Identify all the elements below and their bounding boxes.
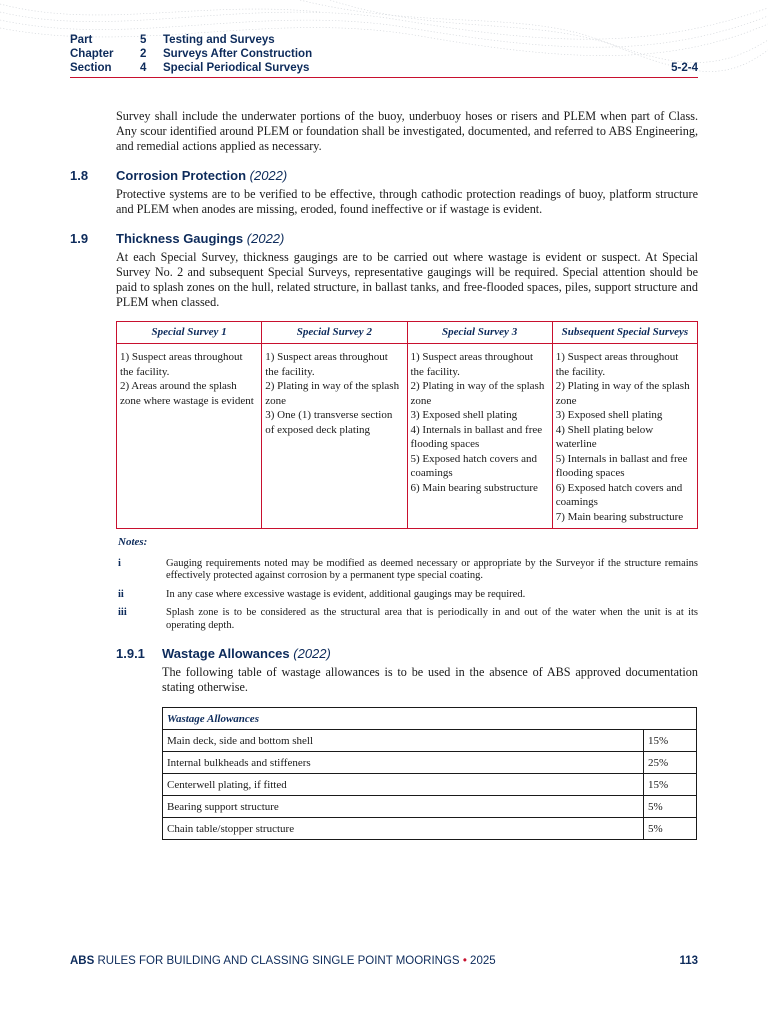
intro-paragraph: Survey shall include the underwater portions of the buoy, underbuoy hoses or risers and PLEM when part of Class. Any scour identified around PLEM or foundation shall be investigated, documented, and referred to ABS Engineering, and remedial actions applied as necessary. [116,109,698,153]
note-item [118,607,698,632]
section-1-9 [70,231,698,310]
list-item: 3) One (1) transverse section of exposed deck plating [265,409,393,436]
table-title: Wastage Allowances [163,708,697,730]
table-header: Subsequent Special Surveys [552,322,697,344]
footer-document-title: RULES FOR BUILDING AND CLASSING SINGLE POINT MOORINGS [97,955,460,967]
list-item: 2) Plating in way of the splash zone [555,380,690,407]
header-label: Chapter [70,48,114,60]
table-cell-value: 5% [644,796,697,818]
wastage-allowances-table [162,707,697,840]
table-cell-item: Main deck, side and bottom shell [163,730,644,752]
list-item: 1) Suspect areas throughout the facility. [410,351,533,378]
footer-year: 2025 [470,955,496,967]
notes-block [118,536,698,632]
list-item: 1) Suspect areas throughout the facility. [555,351,679,378]
table-row [163,752,697,774]
note-number: ii [118,588,124,600]
table-cell-value: 15% [644,730,697,752]
note-text: Splash zone is to be considered as the structural area that is periodically in and out of the water when the unit is at its operating depth. [166,607,698,631]
header-row-section [70,61,698,75]
note-number: iii [118,607,127,618]
notes-title: Notes: [118,536,148,548]
list-item: 3) Exposed shell plating [410,409,518,421]
section-text: At each Special Survey, thickness gaugings are to be carried out where wastage is evident or suspect. At Special Survey No. 2 and subsequent Special Surveys, representative gaugings will be required. Special attention should be paid to splash zones on the hull, related structure, in ballast tanks, and free-flooded spaces, piles, support structure and PLEM when classed. [116,250,698,309]
survey-gauging-table [116,321,698,529]
header-row-part [70,33,698,47]
table-row [163,774,697,796]
table-cell-survey-2 [262,344,407,529]
table-row [163,818,697,840]
table-cell-value: 15% [644,774,697,796]
section-1-8 [70,168,698,217]
header-divider [70,77,698,78]
table-header: Special Survey 1 [117,322,262,344]
table-cell-value: 5% [644,818,697,840]
header-label: Section [70,62,112,74]
section-heading [116,646,698,661]
header-label: Part [70,34,93,46]
header-number: 2 [140,48,147,60]
section-title: Thickness Gaugings (2022) [116,231,285,246]
page-footer [70,955,698,967]
table-row [163,796,697,818]
section-number: 1.9.1 [116,646,145,661]
section-heading [70,168,698,183]
section-number: 1.8 [70,168,89,183]
list-item: 4) Internals in ballast and free flooding spaces [410,423,543,450]
section-text: The following table of wastage allowances is to be used in the absence of ABS approved documentation stating otherwise. [162,665,698,694]
list-item: 6) Main bearing substructure [410,481,538,494]
header-number: 5 [140,34,147,46]
table-header: Special Survey 2 [262,322,407,344]
table-header: Special Survey 3 [407,322,552,344]
list-item: 1) Suspect areas throughout the facility. [120,351,243,378]
note-text: In any case where excessive wastage is evident, additional gaugings may be required. [166,588,526,600]
list-item: 1) Suspect areas throughout the facility. [265,351,388,378]
list-item: 4) Shell plating below waterline [555,423,654,450]
section-title: Wastage Allowances (2022) [162,646,331,661]
section-title: Corrosion Protection (2022) [116,168,288,183]
survey-table-block [116,321,698,529]
table-cell-item: Internal bulkheads and stiffeners [163,752,644,774]
note-item [118,558,698,583]
page-number: 113 [679,955,698,967]
table-row [163,730,697,752]
list-item: 6) Exposed hatch covers and coamings [555,481,683,508]
footer-title [70,955,496,967]
list-item: 5) Exposed hatch covers and coamings [410,452,537,479]
table-cell-subsequent [552,344,697,529]
table-cell-item: Bearing support structure [163,796,644,818]
header-number: 4 [140,62,147,74]
header-title: Surveys After Construction [163,48,313,60]
table-cell-survey-1 [117,344,262,529]
section-code: 5-2-4 [671,62,698,74]
list-item: 2) Plating in way of the splash zone [265,380,400,407]
footer-separator: • [462,955,467,967]
header-title: Special Periodical Surveys [163,62,310,74]
table-cell-item: Centerwell plating, if fitted [163,774,644,796]
footer-brand: ABS [70,955,95,967]
page-header [70,33,698,75]
note-text: Gauging requirements noted may be modified as deemed necessary or appropriate by the Surveyor if the structure remains effectively protected against corrosion by a permanent type special coating. [166,557,698,581]
note-number: i [118,557,121,569]
section-heading [70,231,698,246]
note-item [118,589,698,602]
list-item: 2) Areas around the splash zone where wastage is evident [120,380,254,407]
section-1-9-1 [116,646,698,695]
section-text: Protective systems are to be verified to be effective, through cathodic protection readings of buoy, platform structure and PLEM when anodes are missing, eroded, found ineffective or if wastage is evident. [116,187,698,216]
list-item: 2) Plating in way of the splash zone [410,380,545,407]
table-cell-item: Chain table/stopper structure [163,818,644,840]
list-item: 7) Main bearing substructure [555,510,684,523]
wastage-table-block [162,707,698,840]
list-item: 3) Exposed shell plating [555,409,663,421]
table-cell-value: 25% [644,752,697,774]
section-number: 1.9 [70,231,89,246]
header-title: Testing and Surveys [163,34,275,46]
intro-block [116,109,698,154]
table-cell-survey-3 [407,344,552,529]
header-row-chapter [70,47,698,61]
list-item: 5) Internals in ballast and free flooding spaces [555,452,688,479]
